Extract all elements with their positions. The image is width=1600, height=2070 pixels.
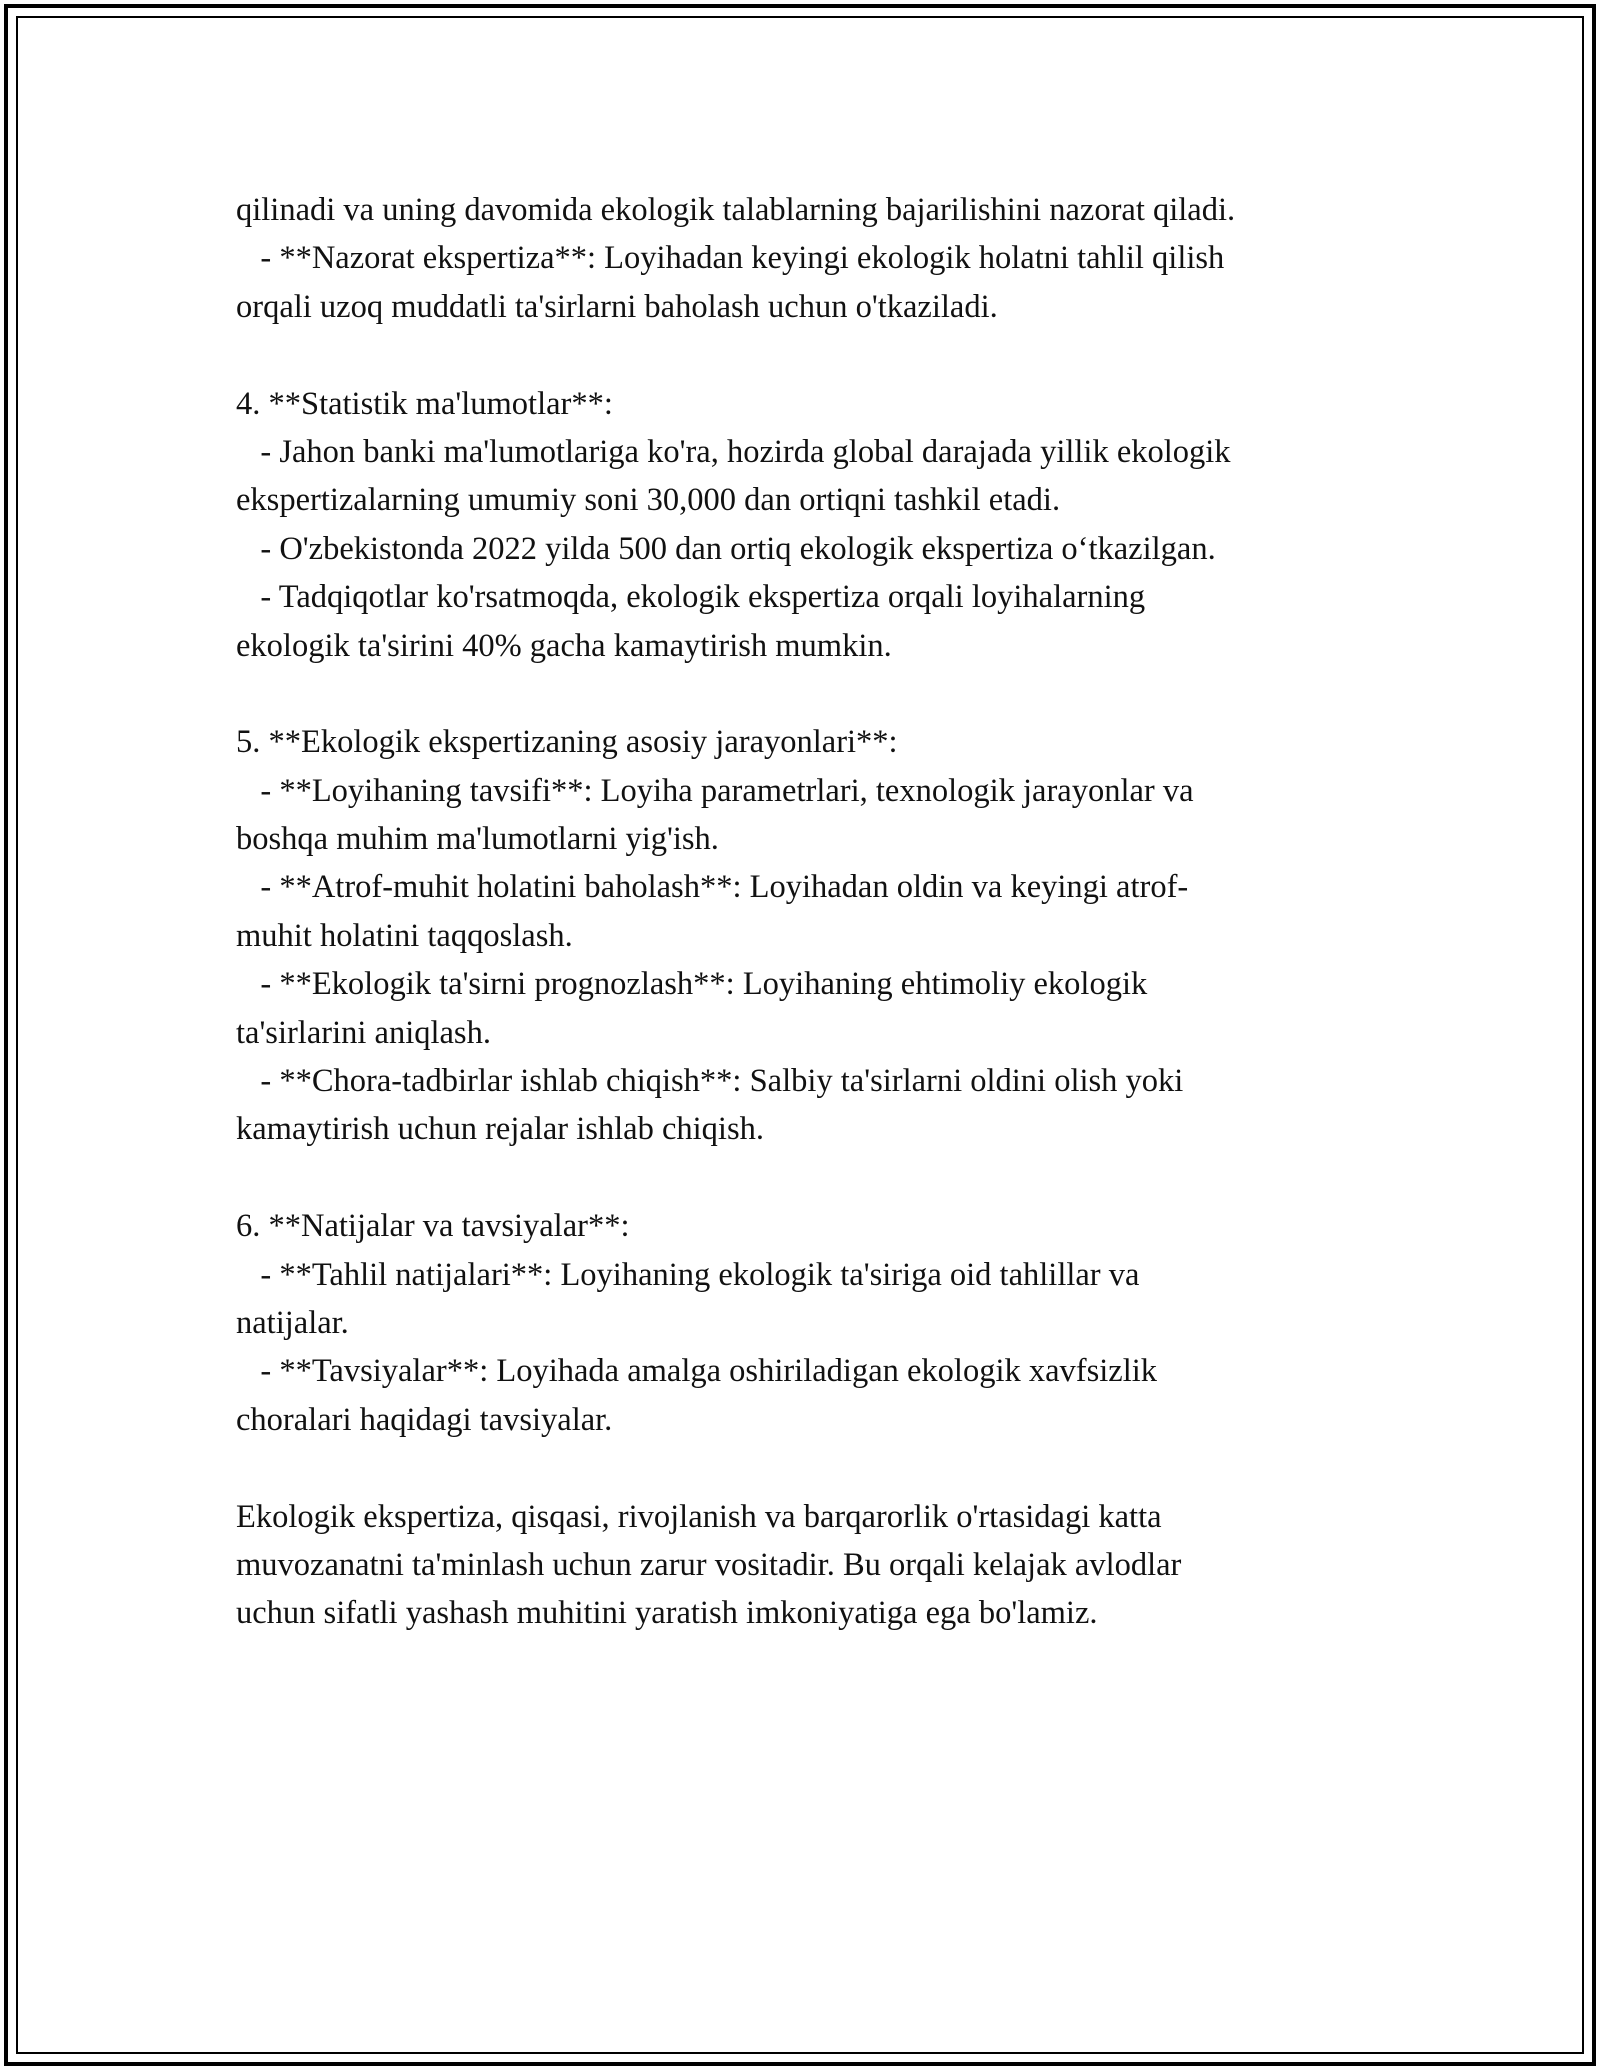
text-line: kamaytirish uchun rejalar ishlab chiqish. [236,1111,764,1148]
text-line: - **Ekologik ta'sirni prognozlash**: Loyihaning ehtimoliy ekologik [236,966,1148,1003]
text-line: choralari haqidagi tavsiyalar. [236,1401,613,1438]
text-line: boshqa muhim ma'lumotlarni yig'ish. [236,821,719,858]
text-line: natijalar. [236,1304,349,1341]
section-heading: 5. **Ekologik ekspertizaning asosiy jarayonlari**: [236,724,898,761]
text-line: - Tadqiqotlar ko'rsatmoqda, ekologik ekspertiza orqali loyihalarning [236,579,1146,616]
text-line: - **Tahlil natijalari**: Loyihaning ekologik ta'siriga oid tahlillar va [236,1256,1140,1293]
document-body [236,186,1376,1638]
text-line: - **Atrof-muhit holatini baholash**: Loyihadan oldin va keyingi atrof- [236,869,1189,906]
section-heading: 6. **Natijalar va tavsiyalar**: [236,1208,630,1245]
text-line: ta'sirlarini aniqlash. [236,1014,491,1051]
conclusion-line: Ekologik ekspertiza, qisqasi, rivojlanish va barqarorlik o'rtasidagi katta [236,1498,1162,1535]
text-line: - **Nazorat ekspertiza**: Loyihadan keyingi ekologik holatni tahlil qilish [236,240,1225,277]
blank-line [236,670,1376,718]
blank-line [236,1154,1376,1202]
conclusion-line: muvozanatni ta'minlash uchun zarur vositadir. Bu orqali kelajak avlodlar [236,1546,1182,1583]
conclusion-line: uchun sifatli yashash muhitini yaratish imkoniyatiga ega bo'lamiz. [236,1595,1098,1632]
blank-line [236,1444,1376,1492]
text-line: ekspertizalarning umumiy soni 30,000 dan ortiqni tashkil etadi. [236,482,1061,519]
text-line: - **Loyihaning tavsifi**: Loyiha parametrlari, texnologik jarayonlar va [236,772,1194,809]
text-line: qilinadi va uning davomida ekologik talablarning bajarilishini nazorat qiladi. [236,192,1236,228]
text-line: orqali uzoq muddatli ta'sirlarni baholash uchun o'tkaziladi. [236,288,998,325]
text-line: - **Tavsiyalar**: Loyihada amalga oshiriladigan ekologik xavfsizlik [236,1353,1158,1390]
text-line: - **Chora-tadbirlar ishlab chiqish**: Salbiy ta'sirlarni oldini olish yoki [236,1063,1184,1100]
blank-line [236,331,1376,379]
text-line: - O'zbekistonda 2022 yilda 500 dan ortiq ekologik ekspertiza o‘tkazilgan. [236,530,1216,567]
text-line: - Jahon banki ma'lumotlariga ko'ra, hozirda global darajada yillik ekologik [236,433,1231,470]
section-heading: 4. **Statistik ma'lumotlar**: [236,385,613,422]
text-line: ekologik ta'sirini 40% gacha kamaytirish mumkin. [236,627,892,664]
text-line: muhit holatini taqqoslash. [236,917,573,954]
